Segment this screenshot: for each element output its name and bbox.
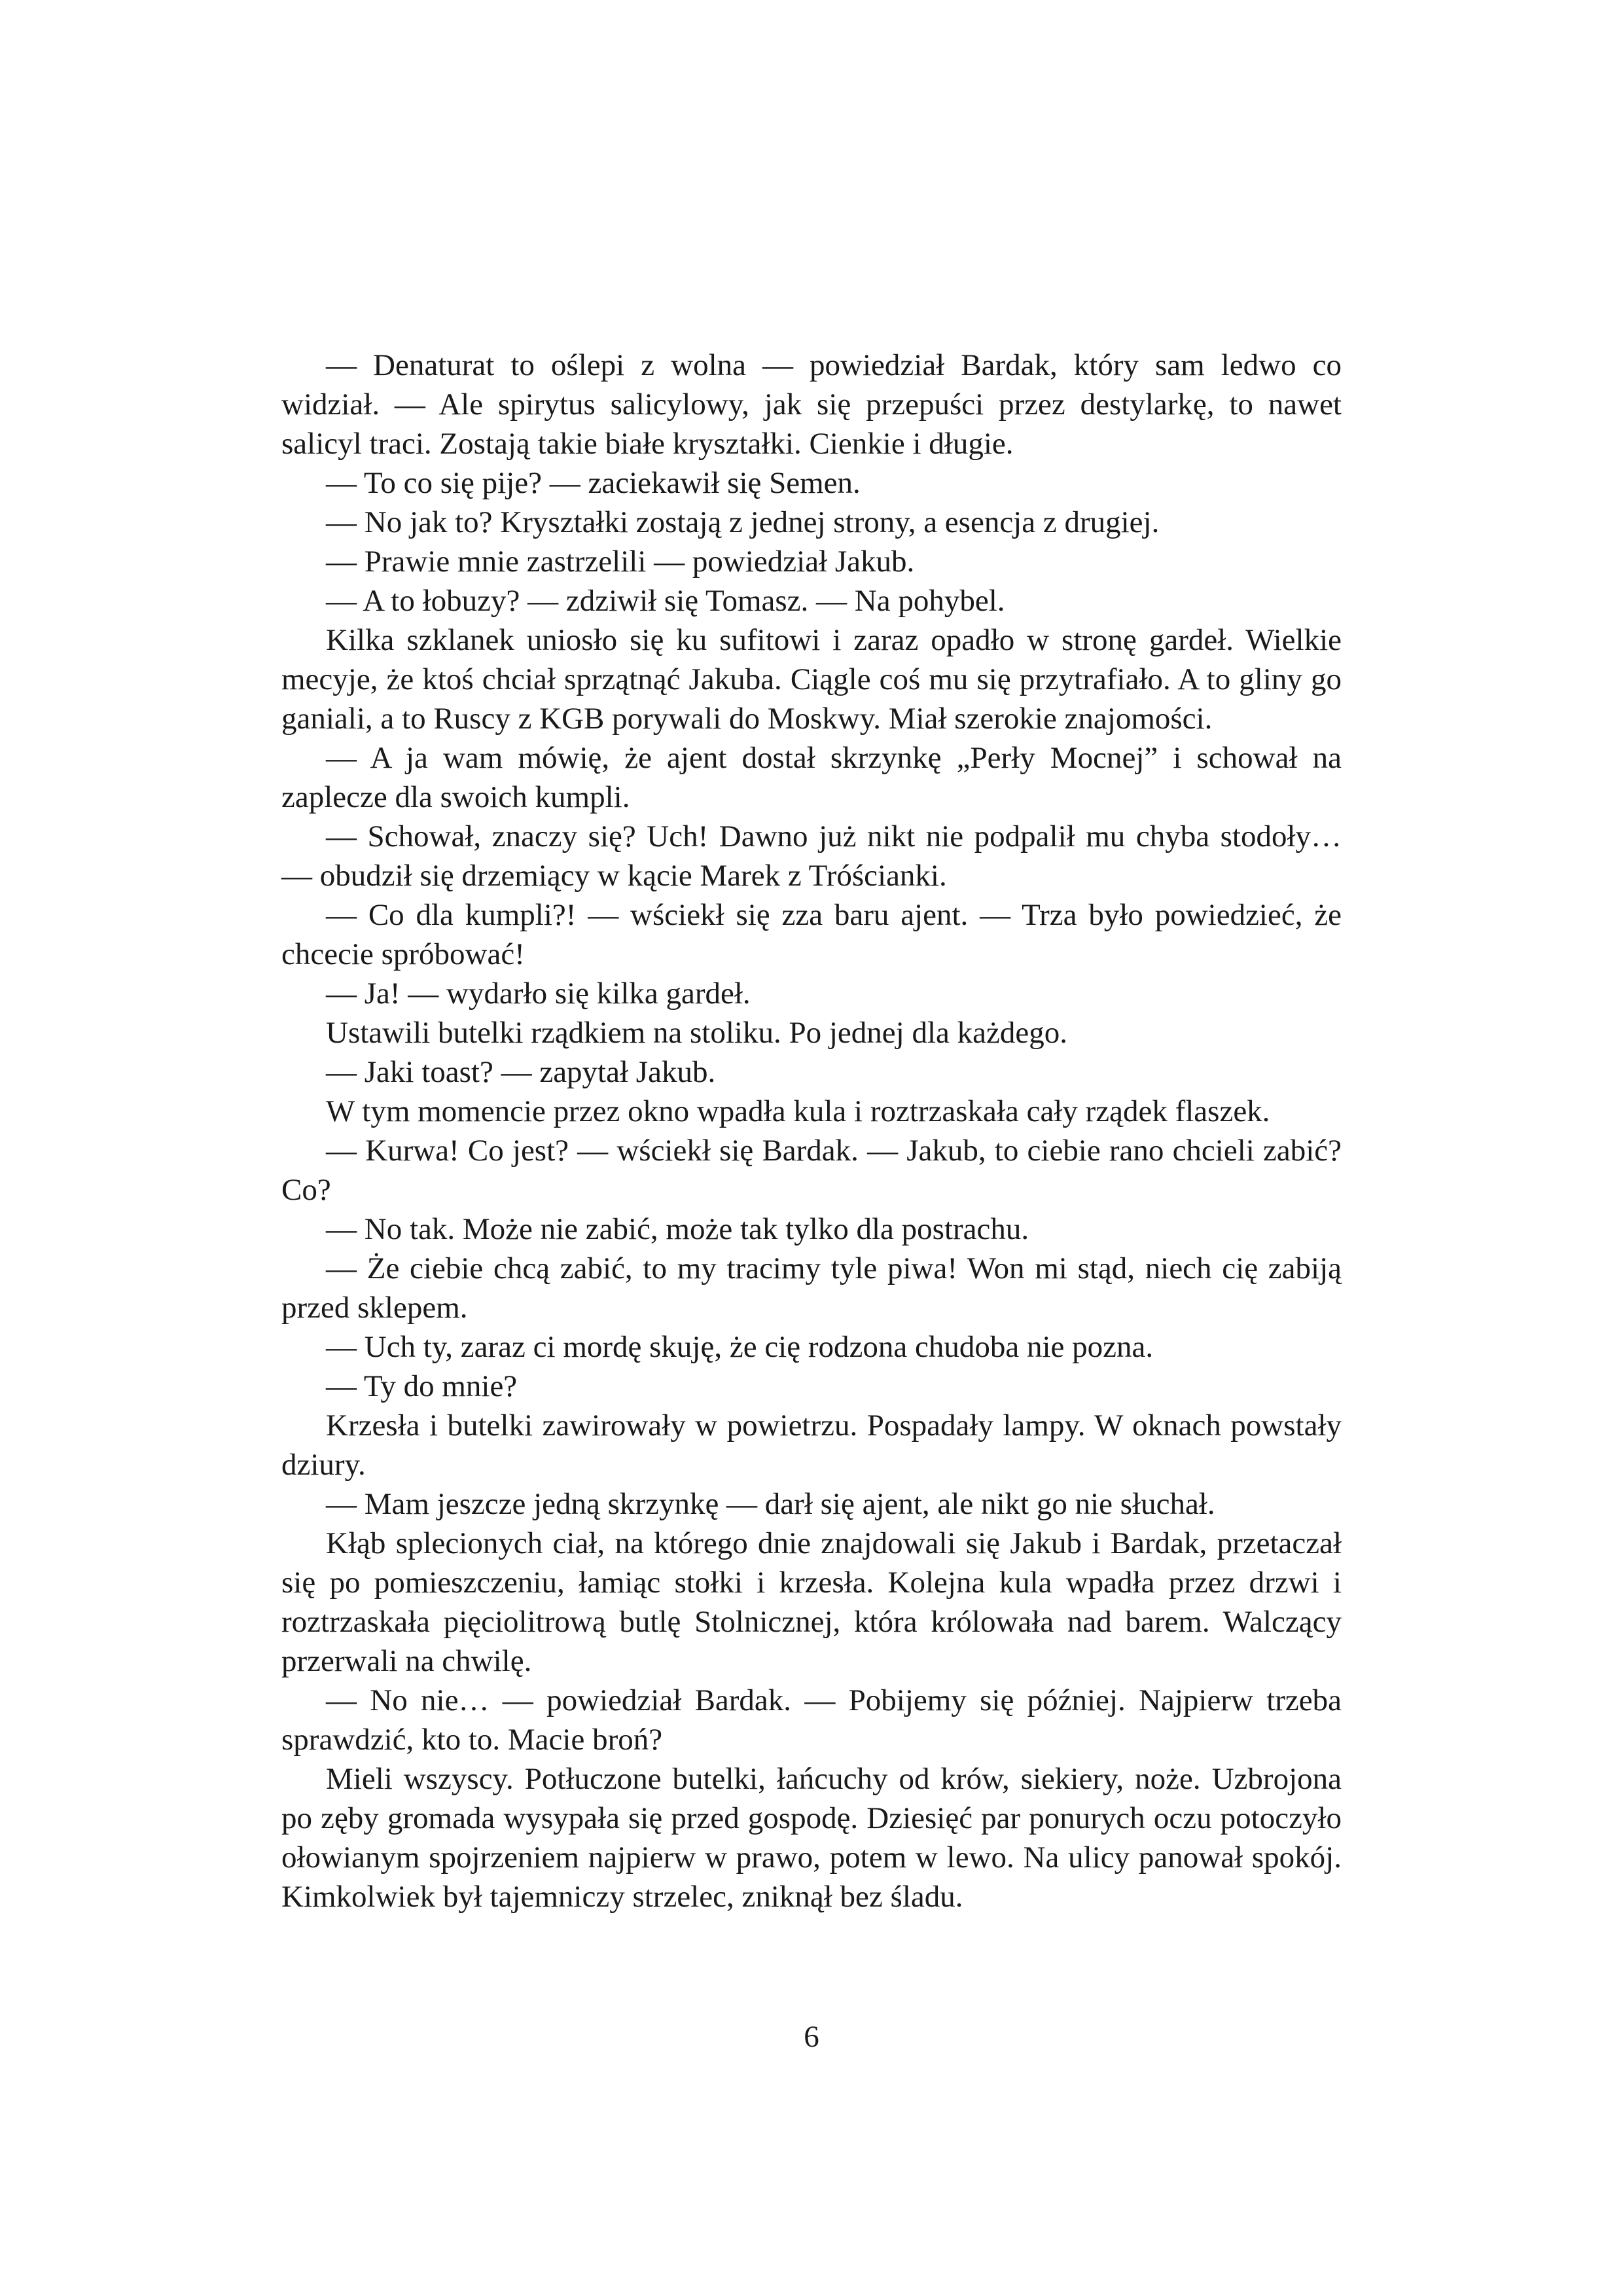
paragraph: — Ja! — wydarło się kilka gardeł. bbox=[326, 977, 751, 1011]
page-number: 6 bbox=[804, 2020, 819, 2054]
paragraph: Krzesła i butelki zawirowały w powietrzu. Pospadały lampy. W oknach powstały dziury. bbox=[281, 1408, 1342, 1482]
paragraph: — Co dla kumpli?! — wściekł się zza baru ajent. — Trza było powiedzieć, że chcecie spróbować! bbox=[281, 898, 1342, 971]
paragraph: Ustawili butelki rządkiem na stoliku. Po jednej dla każdego. bbox=[326, 1016, 1067, 1050]
paragraph: — A to łobuzy? — zdziwił się Tomasz. — Na pohybel. bbox=[326, 584, 1005, 618]
paragraph: — No jak to? Kryształki zostają z jednej strony, a esencja z drugiej. bbox=[326, 505, 1160, 539]
paragraph: — Jaki toast? — zapytał Jakub. bbox=[326, 1055, 716, 1089]
paragraph: — Schował, znaczy się? Uch! Dawno już nikt nie podpalił mu chyba stodoły… — obudził się drzemiący w kącie Marek z Tróścianki. bbox=[281, 819, 1342, 893]
paragraph: — Uch ty, zaraz ci mordę skuję, że cię rodzona chudoba nie pozna. bbox=[326, 1330, 1154, 1364]
paragraph: — No nie… — powiedział Bardak. — Pobijemy się później. Najpierw trzeba sprawdzić, kto to. Macie broń? bbox=[281, 1683, 1342, 1757]
paragraph: — Mam jeszcze jedną skrzynkę — darł się ajent, ale nikt go nie słuchał. bbox=[326, 1487, 1215, 1521]
paragraph: — Kurwa! Co jest? — wściekł się Bardak. — Jakub, to ciebie rano chcieli zabić? Co? bbox=[281, 1134, 1342, 1207]
paragraph: Kłąb splecionych ciał, na którego dnie znajdowali się Jakub i Bardak, przetaczał się po pomieszczeniu, łamiąc stołki i krzesła. Kolejna kula wpadła przez drzwi i roztrzaskała pięciolitrową butlę Stolnicznej, która królowała nad barem. Walczący przerwali na chwilę. bbox=[281, 1526, 1342, 1678]
paragraph: — A ja wam mówię, że ajent dostał skrzynkę „Perły Mocnej” i schował na zaplecze dla swoich kumpli. bbox=[281, 741, 1342, 814]
paragraph: Kilka szklanek uniosło się ku sufitowi i zaraz opadło w stronę gardeł. Wielkie mecyje, że ktoś chciał sprzątnąć Jakuba. Ciągle coś mu się przytrafiało. A to gliny go ganiali, a to Ruscy z KGB porywali do Moskwy. Miał szerokie znajomości. bbox=[281, 623, 1342, 736]
paragraph: — To co się pije? — zaciekawił się Semen. bbox=[326, 466, 861, 500]
paragraph: — Ty do mnie? bbox=[326, 1369, 518, 1403]
paragraph: — No tak. Może nie zabić, może tak tylko dla postrachu. bbox=[326, 1212, 1029, 1246]
paragraph: — Denaturat to oślepi z wolna — powiedział Bardak, który sam ledwo co widział. — Ale spirytus salicylowy, jak się przepuści przez destylarkę, to nawet salicyl traci. Zostają takie białe kryształki. Cienkie i długie. bbox=[281, 348, 1342, 461]
paragraph: — Że ciebie chcą zabić, to my tracimy tyle piwa! Won mi stąd, niech cię zabiją przed sklepem. bbox=[281, 1251, 1342, 1325]
paragraph: W tym momencie przez okno wpadła kula i roztrzaskała cały rządek flaszek. bbox=[326, 1094, 1270, 1128]
body-text bbox=[281, 346, 1342, 1916]
paragraph: Mieli wszyscy. Potłuczone butelki, łańcuchy od krów, siekiery, noże. Uzbrojona po zęby gromada wysypała się przed gospodę. Dziesięć par ponurych oczu potoczyło ołowianym spojrzeniem najpierw w prawo, potem w lewo. Na ulicy panował spokój. Kimkolwiek był tajemniczy strzelec, zniknął bez śladu. bbox=[281, 1762, 1342, 1914]
paragraph: — Prawie mnie zastrzelili — powiedział Jakub. bbox=[326, 545, 915, 579]
